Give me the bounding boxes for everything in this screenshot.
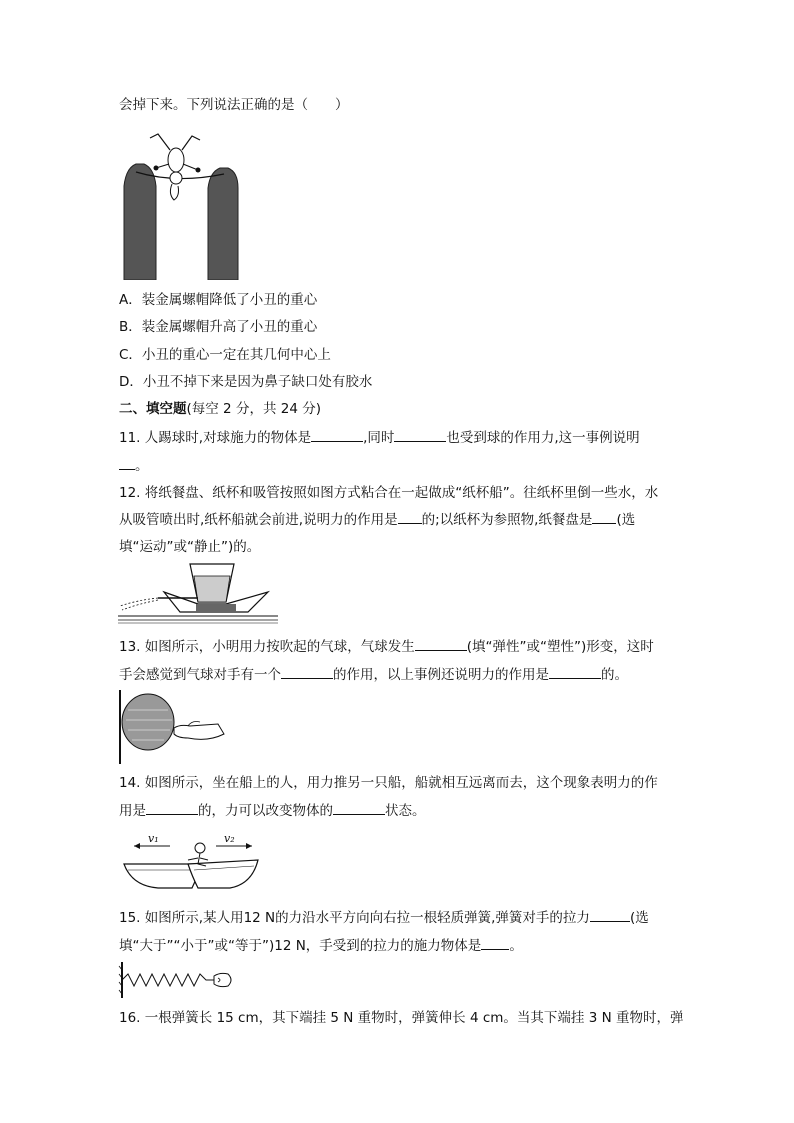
section-header: 二、填空题(每空 2 分，共 24 分) [119,401,321,417]
question-13: 13. 如图所示，小明用力按吹起的气球，气球发生 (填“弹性”或“塑性”)形变，这时 [119,639,654,655]
blank[interactable] [311,428,363,442]
blank[interactable] [415,637,467,651]
question-12-line2: 从吸管喷出时,纸杯船就会前进,说明力的作用是 的;以纸杯为参照物,纸餐盘是 (选 [119,512,636,528]
question-11-line2: 。 [119,456,149,476]
option-d: D．小丑不掉下来是因为鼻子缺口处有胶水 [119,374,373,390]
blank[interactable] [592,510,616,524]
two-boats-figure [122,830,260,894]
clown-on-wire-figure [116,128,246,280]
option-b: B．装金属螺帽升高了小丑的重心 [119,319,318,335]
v2-label: v₂ [224,832,235,845]
question-12: 12. 将纸餐盘、纸杯和吸管按照如图方式粘合在一起做成“纸杯船”。往纸杯里倒一些水，水 [119,485,659,501]
option-c: C．小丑的重心一定在其几何中心上 [119,347,331,363]
question-11: 11. 人踢球时,对球施力的物体是 ,同时 也受到球的作用力,这一事例说明 [119,430,640,446]
blank[interactable] [281,665,333,679]
blank[interactable] [146,801,198,815]
blank[interactable] [398,510,422,524]
question-13-line2: 手会感觉到气球对手有一个 的作用，以上事例还说明力的作用是 的。 [119,667,628,683]
spring-hand-figure [118,960,236,1000]
blank[interactable] [549,665,601,679]
question-10-tail: 会掉下来。下列说法正确的是（ ） [119,97,349,113]
question-14-line2: 用是 的，力可以改变物体的 状态。 [119,803,426,819]
blank[interactable] [394,428,446,442]
blank[interactable] [333,801,385,815]
paper-cup-boat-figure [118,560,278,624]
balloon-press-figure [118,690,228,764]
blank[interactable] [481,936,509,950]
question-15-line2: 填“大于”“小于”或“等于”)12 N，手受到的拉力的施力物体是 。 [119,938,523,954]
question-14: 14. 如图所示，坐在船上的人，用力推另一只船，船就相互远离而去，这个现象表明力的作 [119,775,658,791]
question-12-line3: 填“运动”或“静止”)的。 [119,539,261,555]
v1-label: v₁ [148,832,159,845]
question-16: 16. 一根弹簧长 15 cm，其下端挂 5 N 重物时，弹簧伸长 4 cm。当其下端挂 3 N 重物时，弹 [119,1010,684,1026]
blank[interactable] [590,908,630,922]
option-a: A．装金属螺帽降低了小丑的重心 [119,292,318,308]
blank[interactable] [119,456,135,470]
question-15: 15. 如图所示,某人用12 N的力沿水平方向向右拉一根轻质弹簧,弹簧对手的拉力 (选 [119,910,649,926]
